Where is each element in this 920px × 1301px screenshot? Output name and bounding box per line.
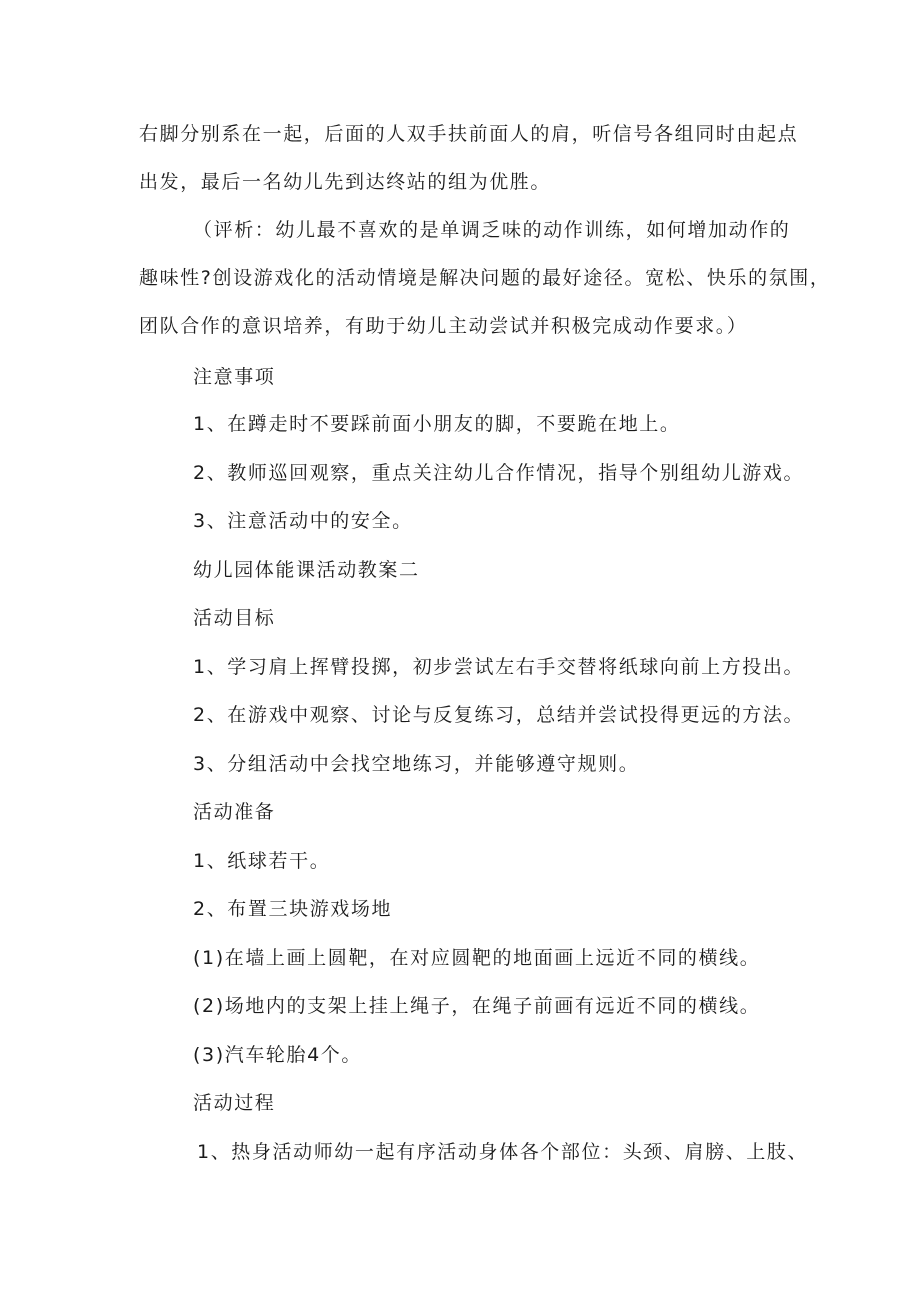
paragraph-line: 出发，最后一名幼儿先到达终站的组为优胜。 — [139, 171, 552, 193]
sub-list-item: (2)场地内的支架上挂上绳子，在绳子前画有远近不同的横线。 — [193, 995, 761, 1017]
sub-list-item: (1)在墙上画上圆靶，在对应圆靶的地面画上远近不同的横线。 — [193, 947, 761, 969]
section-heading-goals: 活动目标 — [193, 607, 276, 629]
list-item: 2、在游戏中观察、讨论与反复练习，总结并尝试投得更远的方法。 — [193, 704, 805, 726]
list-item: 3、分组活动中会找空地练习，并能够遵守规则。 — [193, 753, 640, 775]
document-subtitle: 幼儿园体能课活动教案二 — [193, 559, 420, 581]
commentary-line: 趣味性?创设游戏化的活动情境是解决问题的最好途径。宽松、快乐的氛围， — [139, 267, 831, 289]
paragraph-line: 右脚分别系在一起，后面的人双手扶前面人的肩，听信号各组同时由起点 — [139, 123, 799, 145]
list-item: 1、在蹲走时不要踩前面小朋友的脚，不要跪在地上。 — [193, 413, 681, 435]
section-heading-preparation: 活动准备 — [193, 801, 276, 823]
list-item: 1、学习肩上挥臂投掷，初步尝试左右手交替将纸球向前上方投出。 — [193, 656, 805, 678]
commentary-line: （评析：幼儿最不喜欢的是单调乏味的动作训练，如何增加动作的 — [193, 219, 791, 241]
list-item: 1、热身活动师幼一起有序活动身体各个部位：头颈、肩膀、上肢、 — [197, 1141, 809, 1163]
section-heading-process: 活动过程 — [193, 1092, 276, 1114]
commentary-line: 团队合作的意识培养，有助于幼儿主动尝试并积极完成动作要求。） — [139, 315, 748, 337]
sub-list-item: (3)汽车轮胎4个。 — [193, 1044, 363, 1066]
section-heading-notes: 注意事项 — [193, 366, 276, 388]
list-item: 2、布置三块游戏场地 — [193, 898, 393, 920]
list-item: 2、教师巡回观察，重点关注幼儿合作情况，指导个别组幼儿游戏。 — [193, 462, 805, 484]
list-item: 3、注意活动中的安全。 — [193, 510, 413, 532]
list-item: 1、纸球若干。 — [193, 850, 331, 872]
